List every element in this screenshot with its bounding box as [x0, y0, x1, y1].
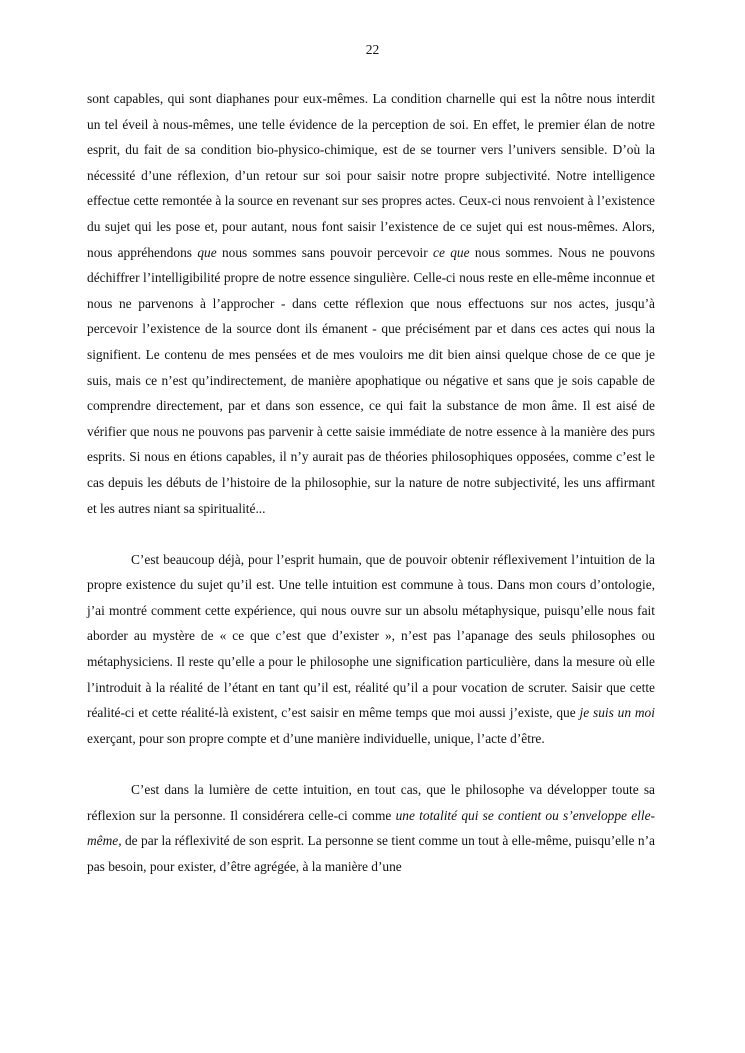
- italic-segment: je suis un moi: [579, 705, 655, 721]
- text-segment: exerçant, pour son propre compte et d’une manière individuelle, unique, l’acte d’être.: [87, 730, 545, 746]
- text-segment: de par la réflexivité de son esprit. La personne se tient comme un tout à elle-même, puisqu’elle n’a pas besoin, pour exister, d’être agrégée, à la manière d’une: [87, 833, 655, 874]
- text-segment: C’est beaucoup déjà, pour l’esprit humain, que de pouvoir obtenir réflexivement l’intuition de la propre existence du sujet qu’il est. Une telle intuition est commune à tous. Dans mon cours d’ontologie, j’ai montré comment cette expérience, qui nous ouvre sur un absolu métaphysique, puisqu’elle nous fait aborder au mystère de « ce que c’est que d’exister », n’est pas l’apanage des seuls philosophes ou métaphysiciens. Il reste qu’elle a pour le philosophe une signification particulière, dans la mesure où elle l’introduit à la réalité de l’étant en tant qu’il est, réalité qu’il a pour vocation de scruter. Saisir que cette réalité-ci et cette réalité-là existent, c’est saisir en même temps que moi aussi j’existe, que: [87, 551, 655, 721]
- italic-segment: ce que: [433, 244, 470, 260]
- text-segment: sont capables, qui sont diaphanes pour eux-mêmes. La condition charnelle qui est la nôtre nous interdit un tel éveil à nous-mêmes, une telle évidence de la perception de soi. En effet, le premier élan de notre esprit, du fait de sa condition bio-physico-chimique, est de se tourner vers l’univers sensible. D’où la nécessité d’une réflexion, d’un retour sur soi pour saisir notre propre subjectivité. Notre intelligence effectue cette remontée à la source en revenant sur ses propres actes. Ceux-ci nous renvoient à l’existence du sujet qui les pose et, pour autant, nous font saisir l’existence de ce sujet qui est nous-mêmes. Alors, nous appréhendons: [87, 91, 655, 260]
- italic-segment: que: [197, 244, 217, 260]
- paragraph-3: [87, 777, 655, 879]
- page-number: 22: [365, 42, 380, 57]
- paragraph-2: [87, 547, 655, 752]
- paragraph-1: [87, 86, 655, 521]
- text-segment: C’est dans la lumière de cette intuition, en tout cas, que le philosophe va développer toute sa réflexion sur la personne. Il considérera celle-ci comme: [87, 782, 655, 823]
- text-segment: nous sommes. Nous ne pouvons déchiffrer l’intelligibilité propre de notre essence singulière. Celle-ci nous reste en elle-même inconnue et nous ne parvenons à l’approcher - dans cette réflexion que nous effectuons sur nos actes, jusqu’à percevoir l’existence de la source dont ils émanent - que précisément par et dans ces actes qui nous la signifient. Le contenu de mes pensées et de mes vouloirs me dit bien ainsi quelque chose de ce que je suis, mais ce n’est qu’indirectement, de manière apophatique ou négative et sans que je sois capable de comprendre directement, par et dans son essence, ce qui fait la substance de mon âme. Il est aisé de vérifier que nous ne pouvons pas parvenir à cette saisie immédiate de notre essence à la manière des purs esprits. Si nous en étions capables, il n’y aurait pas de théories philosophiques opposées, comme c’est le cas depuis les débuts de l’histoire de la philosophie, sur la nature de notre subjectivité, les uns affirmant et les autres niant sa spiritualité...: [87, 244, 655, 516]
- italic-segment: une totalité qui se contient ou s’enveloppe elle-même,: [87, 807, 655, 849]
- text-segment: nous sommes sans pouvoir percevoir: [216, 244, 434, 260]
- document-body: [87, 86, 655, 879]
